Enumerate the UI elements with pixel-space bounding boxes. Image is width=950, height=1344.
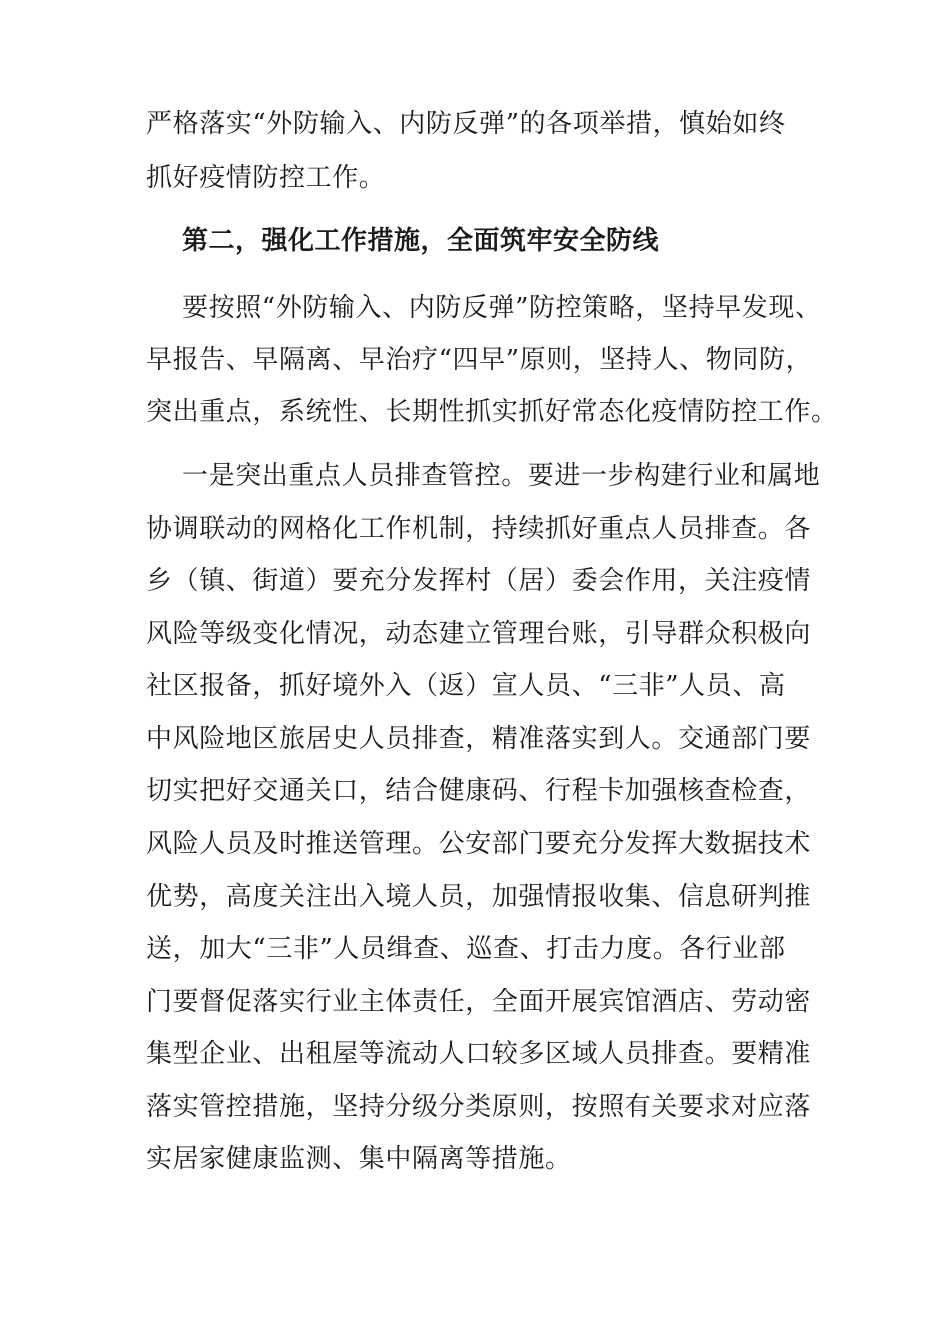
paragraph-line: 送，加大“三非”人员缉查、巡查、打击力度。各行业部 bbox=[146, 934, 786, 964]
paragraph-line: 实居家健康监测、集中隔离等措施。 bbox=[146, 1144, 572, 1174]
paragraph-line: 风险人员及时推送管理。公安部门要充分发挥大数据技术 bbox=[146, 829, 812, 859]
paragraph-line: 要按照“外防输入、内防反弹”防控策略，坚持早发现、 bbox=[182, 293, 822, 323]
paragraph-line: 门要督促落实行业主体责任，全面开展宾馆酒店、劳动密 bbox=[146, 987, 812, 1017]
paragraph-line: 风险等级变化情况，动态建立管理台账，引导群众积极向 bbox=[146, 619, 812, 649]
paragraph-line: 乡（镇、街道）要充分发挥村（居）委会作用，关注疫情 bbox=[146, 566, 812, 596]
paragraph-line: 社区报备，抓好境外入（返）宣人员、“三非”人员、高 bbox=[146, 671, 786, 701]
paragraph-line: 集型企业、出租屋等流动人口较多区域人员排查。要精准 bbox=[146, 1039, 812, 1069]
paragraph-line: 抓好疫情防控工作。 bbox=[146, 163, 386, 193]
section-heading: 第二，强化工作措施，全面筑牢安全防线 bbox=[182, 226, 660, 256]
paragraph-line: 早报告、早隔离、早治疗“四早”原则，坚持人、物同防， bbox=[146, 345, 813, 375]
paragraph-line: 优势，高度关注出入境人员，加强情报收集、信息研判推 bbox=[146, 882, 812, 912]
paragraph-line: 切实把好交通关口，结合健康码、行程卡加强核查检查， bbox=[146, 776, 812, 806]
paragraph-line: 落实管控措施，坚持分级分类原则，按照有关要求对应落 bbox=[146, 1092, 812, 1122]
paragraph-line: 中风险地区旅居史人员排查，精准落实到人。交通部门要 bbox=[146, 724, 812, 754]
paragraph-line: 协调联动的网格化工作机制，持续抓好重点人员排查。各 bbox=[146, 514, 812, 544]
paragraph-line: 严格落实“外防输入、内防反弹”的各项举措，慎始如终 bbox=[146, 109, 786, 139]
paragraph-line: 一是突出重点人员排查管控。要进一步构建行业和属地 bbox=[182, 461, 821, 491]
paragraph-line: 突出重点，系统性、长期性抓实抓好常态化疫情防控工作。 bbox=[146, 397, 838, 427]
